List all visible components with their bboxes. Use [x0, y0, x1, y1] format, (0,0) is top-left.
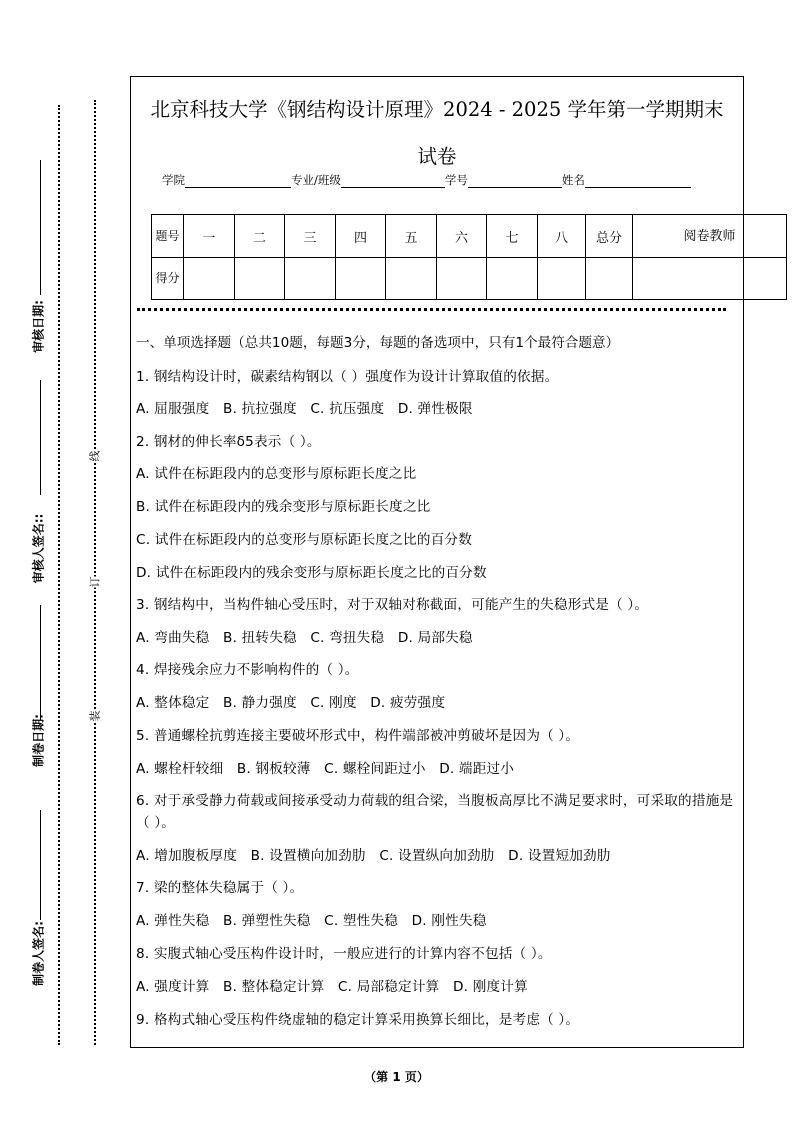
binding-dotted-line	[58, 105, 60, 1045]
score-cell-total[interactable]	[586, 258, 633, 300]
major-field[interactable]	[341, 174, 445, 188]
title-line-1: 北京科技大学《钢结构设计原理》2024 - 2025 学年第一学期期末	[150, 98, 724, 121]
name-label: 姓名	[561, 173, 585, 187]
title-line-2: 试卷	[417, 145, 457, 168]
question-6-stem: 6. 对于承受静力荷载或间接承受动力荷载的组合梁，当腹板高厚比不满足要求时，可采取的措施是（ ）。	[136, 793, 734, 831]
question-8-stem: 8. 实腹式轴心受压构件设计时，一般应进行的计算内容不包括（ ）。	[136, 946, 552, 962]
header-cell: 六	[437, 215, 487, 258]
question-6-options: A. 增加腹板厚度 B. 设置横向加劲肋 C. 设置纵向加劲肋 D. 设置短加劲肋	[136, 848, 611, 864]
question-5-stem: 5. 普通螺栓抗剪连接主要破坏形式中，构件端部被冲剪破坏是因为（ ）。	[136, 728, 580, 744]
reviewer-sign-label: 审核人签名::	[31, 513, 46, 584]
binding-dotted-line	[94, 100, 96, 1045]
score-cell[interactable]	[235, 258, 285, 300]
question-3-stem: 3. 钢结构中，当构件轴心受压时，对于双轴对称截面，可能产生的失稳形式是（ ）。	[136, 597, 649, 613]
header-cell: 一	[184, 215, 235, 258]
bind-mark: 订	[88, 576, 102, 588]
exam-title	[130, 86, 744, 180]
name-field[interactable]	[585, 174, 691, 188]
fold-mark: 装	[88, 710, 102, 722]
score-cell[interactable]	[538, 258, 586, 300]
student-info-row	[162, 172, 691, 188]
header-cell-reviewer: 阅卷教师	[633, 215, 787, 258]
college-label: 学院	[162, 173, 185, 187]
score-cell[interactable]	[437, 258, 487, 300]
header-cell: 二	[235, 215, 285, 258]
score-cell[interactable]	[285, 258, 336, 300]
header-cell: 三	[285, 215, 336, 258]
dotted-separator	[137, 308, 726, 311]
student-id-label: 学号	[444, 173, 468, 187]
header-cell: 八	[538, 215, 586, 258]
student-id-field[interactable]	[468, 174, 562, 188]
score-table	[151, 214, 787, 300]
maker-sign-label: 制卷人签名:	[31, 921, 46, 986]
question-2-option-a: A. 试件在标距段内的总变形与原标距长度之比	[136, 466, 417, 482]
signature-line	[40, 380, 41, 495]
question-3-options: A. 弯曲失稳 B. 扭转失稳 C. 弯扭失稳 D. 局部失稳	[136, 630, 473, 646]
college-field[interactable]	[185, 174, 291, 188]
major-label: 专业/班级	[291, 173, 341, 187]
row-label-score: 得分	[152, 258, 184, 300]
reviewer-cell[interactable]	[633, 258, 787, 300]
question-5-options: A. 螺栓杆较细 B. 钢板较薄 C. 螺栓间距过小 D. 端距过小	[136, 761, 515, 777]
score-cell[interactable]	[487, 258, 538, 300]
page-number: （第 1 页）	[364, 1070, 429, 1084]
question-1-options: A. 屈服强度 B. 抗拉强度 C. 抗压强度 D. 弹性极限	[136, 401, 473, 417]
line-mark: 线	[88, 450, 102, 462]
section-heading: 一、单项选择题（总共10题，每题3分，每题的备选项中，只有1个最符合题意）	[136, 335, 620, 351]
reviewer-date-label: 审核日期:	[31, 300, 46, 353]
question-2-stem: 2. 钢材的伸长率δ5表示（ ）。	[136, 434, 321, 450]
question-2-option-d: D. 试件在标距段内的残余变形与原标距长度之比的百分数	[136, 565, 487, 581]
question-8-options: A. 强度计算 B. 整体稳定计算 C. 局部稳定计算 D. 刚度计算	[136, 979, 528, 995]
score-cell[interactable]	[336, 258, 386, 300]
question-7-options: A. 弹性失稳 B. 弹塑性失稳 C. 塑性失稳 D. 刚性失稳	[136, 913, 487, 929]
header-cell-total: 总分	[586, 215, 633, 258]
score-cell[interactable]	[184, 258, 235, 300]
question-2-option-c: C. 试件在标距段内的总变形与原标距长度之比的百分数	[136, 532, 472, 548]
maker-date-label: 制卷日期:	[31, 714, 46, 767]
question-4-stem: 4. 焊接残余应力不影响构件的（ ）。	[136, 662, 359, 678]
row-label-question: 题号	[152, 215, 184, 258]
header-cell: 四	[336, 215, 386, 258]
question-1-stem: 1. 钢结构设计时，碳素结构钢以（ ）强度作为设计计算取值的依据。	[136, 369, 559, 385]
question-4-options: A. 整体稳定 B. 静力强度 C. 刚度 D. 疲劳强度	[136, 695, 446, 711]
question-7-stem: 7. 梁的整体失稳属于（ ）。	[136, 880, 304, 896]
question-9-stem: 9. 格构式轴心受压构件绕虚轴的稳定计算采用换算长细比，是考虑（ ）。	[136, 1012, 580, 1028]
header-cell: 五	[386, 215, 437, 258]
header-cell: 七	[487, 215, 538, 258]
question-2-option-b: B. 试件在标距段内的残余变形与原标距长度之比	[136, 499, 431, 515]
score-cell[interactable]	[386, 258, 437, 300]
